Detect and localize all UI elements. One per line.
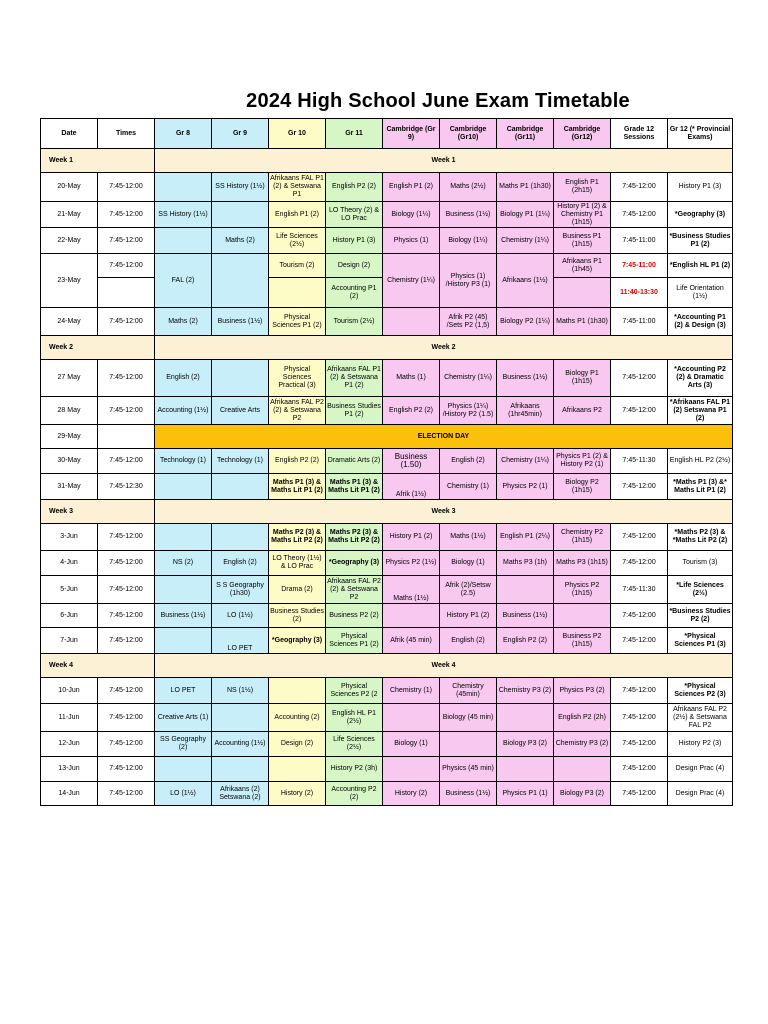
date-cell: 11-Jun [41,704,98,732]
date-cell: 3-Jun [41,524,98,551]
cambridge-gr9-cell: English P1 (2) [383,173,440,202]
table-row [41,732,733,757]
cambridge-gr10-cell: Biology (45 min) [440,704,497,732]
cambridge-gr12-cell: Afrikaans P2 [554,397,611,425]
gr10-cell: Afrikaans FAL P1 (2) & Setswana P1 [269,173,326,202]
date-cell: 7-Jun [41,628,98,654]
gr8-cell: LO (1½) [155,782,212,806]
table-row [41,604,733,628]
gr8-cell: FAL (2) [155,254,212,308]
date-cell: 13-Jun [41,757,98,782]
cambridge-gr12-cell: Physics P2 (1h15) [554,576,611,604]
gr11-cell: Dramatic Arts (2) [326,449,383,474]
cambridge-gr9-cell: Afrik (45 min) [383,628,440,654]
cambridge-gr10-cell: History P1 (2) [440,604,497,628]
table-row [41,524,733,551]
gr10-cell: English P1 (2) [269,202,326,228]
week-row [41,336,733,360]
table-row [41,757,733,782]
provincial-cell: *Life Sciences (2½) [668,576,733,604]
session-cell: 7:45-12:00 [611,551,668,576]
gr11-cell: Business P2 (2) [326,604,383,628]
gr11-cell: Physical Sciences P1 (2) [326,628,383,654]
provincial-cell: *Maths P1 (3) &* Maths Lit P1 (2) [668,474,733,500]
gr9-cell: Business (1½) [212,308,269,336]
cambridge-gr12-cell: Business P2 (1h15) [554,628,611,654]
cambridge-gr10-cell: Business (1½) [440,782,497,806]
cambridge-gr11-cell: Afrikaans (1½) [497,254,554,308]
week-label: Week 3 [41,500,155,524]
session-cell: 7:45-12:00 [611,757,668,782]
header-cambridge-gr12: Cambridge (Gr12) [554,119,611,149]
provincial-cell: *Physical Sciences P1 (3) [668,628,733,654]
week-row [41,149,733,173]
cambridge-gr11-cell: Business (1½) [497,360,554,397]
cambridge-gr10-cell: English (2) [440,449,497,474]
session-cell: 7:45-11:30 [611,449,668,474]
gr8-cell [155,474,212,500]
gr9-cell: Accounting (1½) [212,732,269,757]
time-cell: 7:45-12:00 [98,202,155,228]
cambridge-gr10-cell: Afrik P2 (45) /Sets P2 (1,5) [440,308,497,336]
table-row [41,202,733,228]
gr8-cell: Business (1½) [155,604,212,628]
gr9-cell: Technology (1) [212,449,269,474]
time-cell: 7:45-12:30 [98,474,155,500]
gr8-cell [155,173,212,202]
table-row [41,551,733,576]
gr11-cell: Life Sciences (2½) [326,732,383,757]
cambridge-gr10-cell: Physics (45 min) [440,757,497,782]
gr8-cell: NS (2) [155,551,212,576]
week-banner: Week 1 [155,149,733,173]
week-label: Week 2 [41,336,155,360]
gr10-cell: *Geography (3) [269,628,326,654]
gr10-cell: Maths P2 (3) & Maths Lit P2 (2) [269,524,326,551]
gr10-cell [269,278,326,308]
gr9-cell: Afrikaans (2) Setswana (2) [212,782,269,806]
table-row [41,425,733,449]
gr10-cell [269,757,326,782]
time-cell: 7:45-12:00 [98,604,155,628]
cambridge-gr11-cell: Chemistry P3 (2) [497,678,554,704]
table-row [41,449,733,474]
cambridge-gr11-cell [497,576,554,604]
provincial-cell: *Business Studies P1 (2) [668,228,733,254]
cambridge-gr11-cell: Biology P2 (1¼) [497,308,554,336]
header-gr8: Gr 8 [155,119,212,149]
gr11-cell: Maths P1 (3) & Maths Lit P1 (2) [326,474,383,500]
date-cell: 24-May [41,308,98,336]
gr10-cell: Design (2) [269,732,326,757]
time-cell: 7:45-12:00 [98,732,155,757]
table-row [41,228,733,254]
cambridge-gr11-cell: Business (1½) [497,604,554,628]
cambridge-gr9-cell [383,604,440,628]
cambridge-gr11-cell: English P1 (2¼) [497,524,554,551]
time-cell: 7:45-12:00 [98,397,155,425]
election-day-banner: ELECTION DAY [155,425,733,449]
cambridge-gr10-cell: Chemistry (1¼) [440,360,497,397]
page-title: 2024 High School June Exam Timetable [246,90,630,112]
session-cell: 7:45-12:00 [611,202,668,228]
table-row [41,254,733,278]
cambridge-gr12-cell [554,278,611,308]
gr8-cell [155,228,212,254]
time-cell [98,278,155,308]
gr11-cell: English P2 (2) [326,173,383,202]
cambridge-gr9-cell [383,308,440,336]
cambridge-gr11-cell: Maths P3 (1h) [497,551,554,576]
time-cell: 7:45-12:00 [98,576,155,604]
header-cambridge-gr10: Cambridge (Gr10) [440,119,497,149]
provincial-cell: History P1 (3) [668,173,733,202]
time-cell: 7:45-12:00 [98,449,155,474]
gr8-cell: Creative Arts (1) [155,704,212,732]
cambridge-gr10-cell: Afrik (2)/Setsw (2.5) [440,576,497,604]
week-banner: Week 2 [155,336,733,360]
session-cell: 7:45-11:00 [611,228,668,254]
session-cell: 7:45-11:00 [611,254,668,278]
header-date: Date [41,119,98,149]
cambridge-gr11-cell: Maths P1 (1h30) [497,173,554,202]
session-cell: 11:40-13:30 [611,278,668,308]
exam-timetable [40,118,733,806]
cambridge-gr11-cell: Chemistry (1¼) [497,228,554,254]
gr9-cell [212,202,269,228]
cambridge-gr9-cell: Afrik (1½) [383,474,440,500]
date-cell: 20-May [41,173,98,202]
gr8-cell [155,576,212,604]
table-row [41,397,733,425]
cambridge-gr10-cell: English (2) [440,628,497,654]
cambridge-gr12-cell: Maths P1 (1h30) [554,308,611,336]
gr10-cell: History (2) [269,782,326,806]
gr9-cell [212,360,269,397]
gr8-cell [155,628,212,654]
cambridge-gr9-cell [383,704,440,732]
cambridge-gr12-cell: English P2 (2h) [554,704,611,732]
cambridge-gr10-cell: Physics (1) /History P3 (1) [440,254,497,308]
time-cell: 7:45-12:00 [98,782,155,806]
cambridge-gr11-cell: English P2 (2) [497,628,554,654]
table-row [41,360,733,397]
cambridge-gr12-cell: Biology P3 (2) [554,782,611,806]
session-cell: 7:45-12:00 [611,732,668,757]
session-cell: 7:45-11:00 [611,308,668,336]
week-label: Week 4 [41,654,155,678]
header-cambridge-gr11: Cambridge (Gr11) [497,119,554,149]
session-cell: 7:45-12:00 [611,360,668,397]
header-times: Times [98,119,155,149]
date-cell: 22-May [41,228,98,254]
table-row [41,628,733,654]
gr10-cell: Afrikaans FAL P2 (2) & Setswana P2 [269,397,326,425]
gr8-cell [155,757,212,782]
date-cell: 28 May [41,397,98,425]
header-gr9: Gr 9 [212,119,269,149]
date-cell: 4-Jun [41,551,98,576]
cambridge-gr10-cell: Physics (1¼) /History P2 (1.5) [440,397,497,425]
gr8-cell [155,524,212,551]
provincial-cell: Tourism (3) [668,551,733,576]
gr9-cell: Maths (2) [212,228,269,254]
table-row [41,308,733,336]
cambridge-gr12-cell [554,757,611,782]
session-cell: 7:45-12:00 [611,704,668,732]
cambridge-gr9-cell: Biology (1¼) [383,202,440,228]
table-row [41,704,733,732]
provincial-cell: *Geography (3) [668,202,733,228]
cambridge-gr10-cell: Maths (1½) [440,524,497,551]
provincial-cell: *Accounting P1 (2) & Design (3) [668,308,733,336]
gr11-cell: LO Theory (2) & LO Prac [326,202,383,228]
gr11-cell: History P2 (3h) [326,757,383,782]
date-cell: 6-Jun [41,604,98,628]
cambridge-gr10-cell: Biology (1) [440,551,497,576]
cambridge-gr9-cell: Physics (1) [383,228,440,254]
cambridge-gr9-cell: Maths (1½) [383,576,440,604]
cambridge-gr12-cell: Biology P2 (1h15) [554,474,611,500]
cambridge-gr9-cell: Business (1.50) [383,449,440,474]
time-cell: 7:45-12:00 [98,678,155,704]
header-cambridge-gr9: Cambridge (Gr 9) [383,119,440,149]
time-cell: 7:45-12:00 [98,628,155,654]
cambridge-gr11-cell: Physics P2 (1) [497,474,554,500]
cambridge-gr9-cell: Maths (1) [383,360,440,397]
table-row [41,173,733,202]
week-banner: Week 4 [155,654,733,678]
provincial-cell: *Accounting P2 (2) & Dramatic Arts (3) [668,360,733,397]
gr8-cell: SS Geography (2) [155,732,212,757]
gr11-cell: Maths P2 (3) & Maths Lit P2 (2) [326,524,383,551]
date-cell: 29-May [41,425,98,449]
cambridge-gr11-cell [497,704,554,732]
gr9-cell: LO (1½) [212,604,269,628]
cambridge-gr10-cell [440,732,497,757]
time-cell: 7:45-12:00 [98,757,155,782]
gr10-cell: LO Theory (1½) & LO Prac [269,551,326,576]
date-cell: 5-Jun [41,576,98,604]
cambridge-gr10-cell: Business (1½) [440,202,497,228]
provincial-cell: Design Prac (4) [668,757,733,782]
cambridge-gr9-cell: Chemistry (1¼) [383,254,440,308]
date-cell: 31-May [41,474,98,500]
gr8-cell: LO PET [155,678,212,704]
session-cell: 7:45-12:00 [611,524,668,551]
gr11-cell: *Geography (3) [326,551,383,576]
gr9-cell [212,524,269,551]
cambridge-gr11-cell: Biology P3 (2) [497,732,554,757]
cambridge-gr12-cell: Business P1 (1h15) [554,228,611,254]
cambridge-gr12-cell: Physics P1 (2) & History P2 (1) [554,449,611,474]
provincial-cell: Design Prac (4) [668,782,733,806]
session-cell: 7:45-12:00 [611,397,668,425]
cambridge-gr9-cell: Physics P2 (1½) [383,551,440,576]
gr10-cell: Life Sciences (2½) [269,228,326,254]
gr9-cell: NS (1½) [212,678,269,704]
cambridge-gr10-cell: Maths (2½) [440,173,497,202]
session-cell: 7:45-12:00 [611,474,668,500]
week-row [41,654,733,678]
gr8-cell: SS History (1½) [155,202,212,228]
cambridge-gr11-cell: Physics P1 (1) [497,782,554,806]
provincial-cell: *Maths P2 (3) & *Maths Lit P2 (2) [668,524,733,551]
table-row [41,474,733,500]
gr8-cell: Maths (2) [155,308,212,336]
gr8-cell: English (2) [155,360,212,397]
date-cell: 27 May [41,360,98,397]
gr9-cell [212,757,269,782]
time-cell: 7:45-12:00 [98,360,155,397]
time-cell: 7:45-12:00 [98,228,155,254]
gr9-cell [212,254,269,308]
cambridge-gr12-cell: Chemistry P2 (1h15) [554,524,611,551]
cambridge-gr11-cell: Chemistry (1¼) [497,449,554,474]
date-cell: 21-May [41,202,98,228]
provincial-cell: Afrikaans FAL P2 (2½) & Setswana FAL P2 [668,704,733,732]
header-gr10: Gr 10 [269,119,326,149]
provincial-cell: *Afrikaans FAL P1 (2) Setswana P1 (2) [668,397,733,425]
gr8-cell: Accounting (1½) [155,397,212,425]
cambridge-gr9-cell: History P1 (2) [383,524,440,551]
table-row [41,576,733,604]
table-row [41,782,733,806]
cambridge-gr11-cell [497,757,554,782]
gr10-cell: Physical Sciences Practical (3) [269,360,326,397]
gr10-cell: English P2 (2) [269,449,326,474]
session-cell: 7:45-12:00 [611,628,668,654]
cambridge-gr9-cell [383,757,440,782]
gr10-cell: Business Studies (2) [269,604,326,628]
date-cell: 12-Jun [41,732,98,757]
gr10-cell: Maths P1 (3) & Maths Lit P1 (2) [269,474,326,500]
cambridge-gr9-cell: Biology (1) [383,732,440,757]
gr9-cell: SS History (1½) [212,173,269,202]
time-cell: 7:45-12:00 [98,308,155,336]
gr10-cell: Physical Sciences P1 (2) [269,308,326,336]
session-cell: 7:45-12:00 [611,173,668,202]
gr10-cell: Drama (2) [269,576,326,604]
cambridge-gr11-cell: Biology P1 (1¼) [497,202,554,228]
cambridge-gr12-cell: Chemistry P3 (2) [554,732,611,757]
gr9-cell: Creative Arts [212,397,269,425]
cambridge-gr12-cell: Biology P1 (1h15) [554,360,611,397]
time-cell: 7:45-12:00 [98,254,155,278]
date-cell: 14-Jun [41,782,98,806]
gr11-cell: History P1 (3) [326,228,383,254]
provincial-cell: *Business Studies P2 (2) [668,604,733,628]
gr8-cell: Technology (1) [155,449,212,474]
provincial-cell: Life Orientation (1½) [668,278,733,308]
week-label: Week 1 [41,149,155,173]
cambridge-gr12-cell: Physics P3 (2) [554,678,611,704]
header-gr12-sessions: Grade 12 Sessions [611,119,668,149]
gr10-cell: Accounting (2) [269,704,326,732]
cambridge-gr10-cell: Chemistry (1) [440,474,497,500]
time-cell: 7:45-12:00 [98,173,155,202]
gr11-cell: Accounting P2 (2) [326,782,383,806]
session-cell: 7:45-12:00 [611,678,668,704]
date-cell: 30-May [41,449,98,474]
gr10-cell [269,678,326,704]
cambridge-gr9-cell: English P2 (2) [383,397,440,425]
header-gr12-provincial: Gr 12 (* Provincial Exams) [668,119,733,149]
week-banner: Week 3 [155,500,733,524]
gr11-cell: Physical Sciences P2 (2 [326,678,383,704]
gr9-cell: S S Geography (1h30) [212,576,269,604]
gr11-cell: Design (2) [326,254,383,278]
gr11-cell: Afrikaans FAL P1 (2) & Setswana P1 (2) [326,360,383,397]
date-cell: 23-May [41,254,98,308]
date-cell: 10-Jun [41,678,98,704]
cambridge-gr9-cell: History (2) [383,782,440,806]
gr9-cell [212,474,269,500]
time-cell: 7:45-12:00 [98,704,155,732]
header-row [41,119,733,149]
gr11-cell: English HL P1 (2½) [326,704,383,732]
gr11-cell: Afrikaans FAL P2 (2) & Setswana P2 [326,576,383,604]
gr9-cell: English (2) [212,551,269,576]
week-row [41,500,733,524]
gr11-cell: Accounting P1 (2) [326,278,383,308]
cambridge-gr12-cell: Afrikaans P1 (1h45) [554,254,611,278]
cambridge-gr12-cell: History P1 (2) & Chemistry P1 (1h15) [554,202,611,228]
cambridge-gr10-cell: Biology (1¼) [440,228,497,254]
session-cell: 7:45-12:00 [611,604,668,628]
cambridge-gr9-cell: Chemistry (1) [383,678,440,704]
cambridge-gr11-cell: Afrikaans (1hr45min) [497,397,554,425]
gr9-cell [212,704,269,732]
session-cell: 7:45-12:00 [611,782,668,806]
cambridge-gr10-cell: Chemistry (45min) [440,678,497,704]
time-cell: 7:45-12:00 [98,551,155,576]
gr11-cell: Tourism (2½) [326,308,383,336]
cambridge-gr12-cell [554,604,611,628]
provincial-cell: English HL P2 (2½) [668,449,733,474]
session-cell: 7:45-11:30 [611,576,668,604]
provincial-cell: *English HL P1 (2) [668,254,733,278]
gr10-cell: Tourism (2) [269,254,326,278]
gr9-cell: LO PET [212,628,269,654]
time-cell [98,425,155,449]
cambridge-gr12-cell: English P1 (2h15) [554,173,611,202]
provincial-cell: *Physical Sciences P2 (3) [668,678,733,704]
cambridge-gr12-cell: Maths P3 (1h15) [554,551,611,576]
time-cell: 7:45-12:00 [98,524,155,551]
provincial-cell: History P2 (3) [668,732,733,757]
table-row [41,678,733,704]
gr11-cell: Business Studies P1 (2) [326,397,383,425]
header-gr11: Gr 11 [326,119,383,149]
